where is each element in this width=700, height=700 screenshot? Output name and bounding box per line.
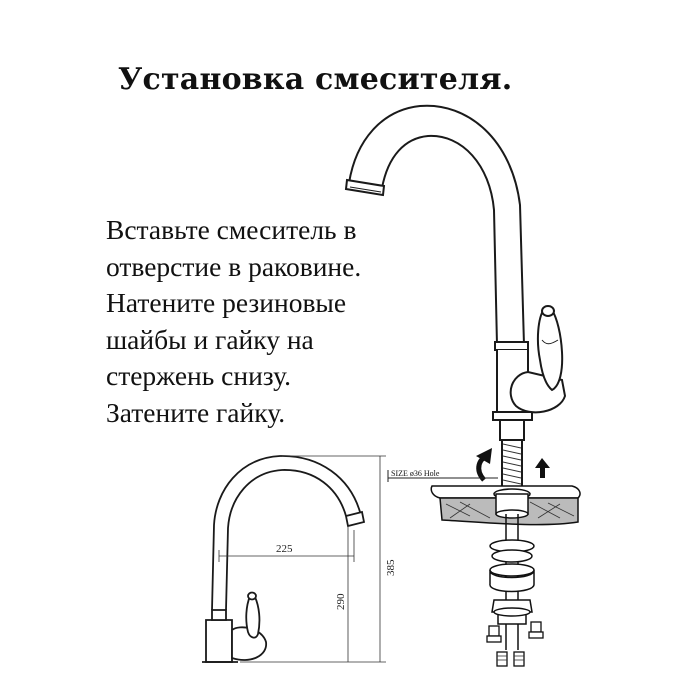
dimension-width-label: 225 — [276, 543, 293, 555]
hole-size-label: SIZE ø36 Hole — [391, 469, 440, 478]
instruction-line: стержень снизу. — [106, 360, 291, 391]
large-faucet-drawing — [346, 106, 565, 495]
up-arrow-icon — [535, 458, 550, 478]
dimension-body-height-label: 290 — [335, 593, 347, 610]
rotate-arrow-icon — [476, 448, 492, 480]
page-title: Установка смесителя. — [118, 62, 513, 97]
instruction-line: Натените резиновые — [106, 287, 347, 318]
dimension-total-height-label: 385 — [385, 559, 397, 576]
instruction-line: шайбы и гайку на — [106, 323, 314, 355]
supply-hose-fittings — [487, 622, 543, 666]
instruction-line: Затените гайку. — [106, 396, 286, 428]
instruction-line: Вставьте смеситель в — [106, 214, 357, 245]
small-faucet-drawing — [202, 456, 364, 662]
instruction-line: отверстие в раковине. — [106, 250, 362, 282]
